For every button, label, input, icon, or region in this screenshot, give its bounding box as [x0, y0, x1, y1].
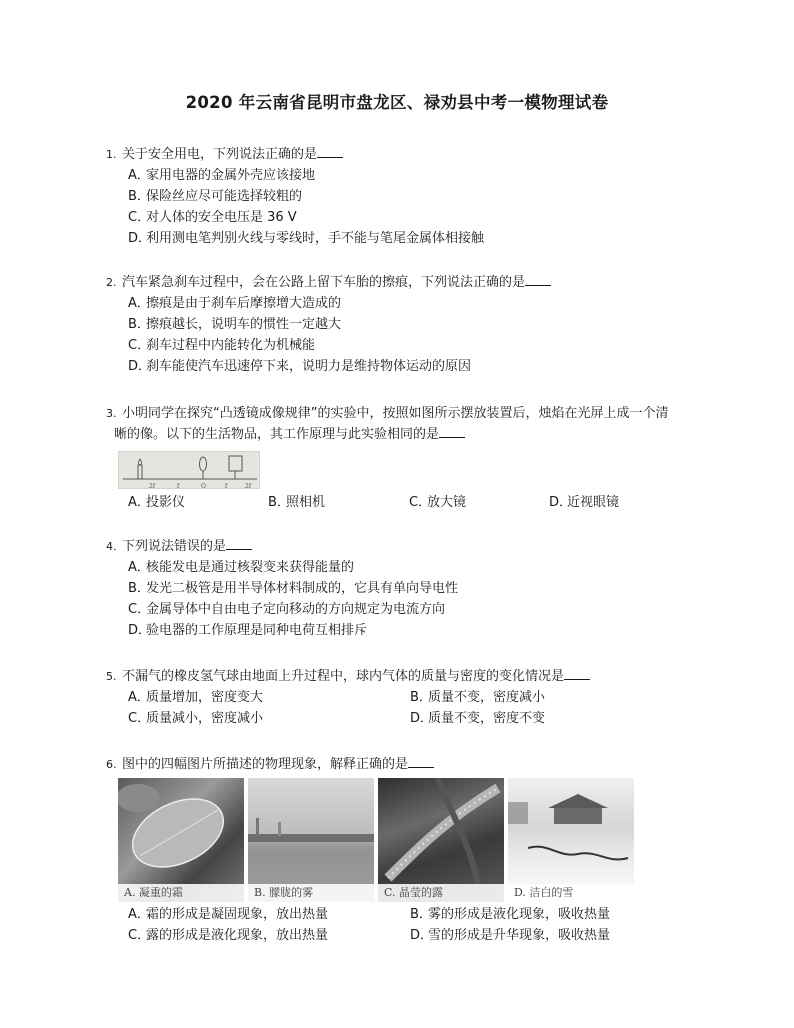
option-d[interactable] — [106, 228, 706, 249]
option-text: 近视眼镜 — [567, 495, 620, 510]
question-number: 5. — [106, 670, 117, 683]
dew-photo — [378, 778, 504, 902]
question-1 — [106, 144, 706, 249]
answer-blank[interactable] — [408, 756, 434, 768]
option-letter: D． — [128, 231, 152, 246]
option-b[interactable] — [410, 904, 610, 925]
option-text: 刹车能使汽车迅速停下来，说明力是维持物体运动的原因 — [146, 359, 472, 374]
option-letter: A． — [128, 907, 150, 922]
option-c[interactable] — [128, 708, 410, 729]
option-c[interactable] — [106, 599, 706, 620]
question-number: 2. — [106, 276, 117, 289]
option-text: 照相机 — [286, 495, 326, 510]
question-2 — [106, 272, 706, 377]
phenomena-photo-strip — [118, 778, 634, 902]
question-stem — [106, 272, 706, 293]
option-text: 擦痕是由于刹车后摩擦增大造成的 — [146, 296, 342, 311]
photo-caption: D. 洁白的雪 — [508, 884, 634, 902]
tick-label-origin: O — [201, 483, 206, 490]
photo-caption: B. 朦胧的雾 — [248, 884, 374, 902]
option-a[interactable] — [106, 293, 706, 314]
option-text: 霜的形成是凝固现象，放出热量 — [146, 907, 329, 922]
option-c[interactable] — [106, 207, 706, 228]
question-3-options — [106, 492, 706, 513]
page-title: 2020 年云南省昆明市盘龙区、禄劝县中考一模物理试卷 — [185, 93, 609, 112]
option-letter: A． — [128, 560, 150, 575]
option-text: 露的形成是液化现象，放出热量 — [146, 928, 329, 943]
option-letter: B． — [128, 581, 150, 596]
question-number: 4. — [106, 540, 117, 553]
option-a[interactable] — [106, 165, 706, 186]
snow-photo — [508, 778, 634, 902]
optical-bench-diagram — [119, 452, 261, 490]
option-text: 对人体的安全电压是 36 V — [146, 210, 297, 225]
frost-leaf-image — [118, 778, 244, 884]
option-letter: B． — [268, 495, 290, 510]
question-6 — [106, 754, 706, 775]
photo-caption: A. 凝重的霜 — [118, 884, 244, 902]
question-6-options — [106, 904, 706, 946]
fog-landscape-image — [248, 778, 374, 884]
question-text: 下列说法错误的是 — [122, 539, 227, 554]
question-stem — [106, 144, 706, 165]
option-letter: C． — [128, 928, 151, 943]
option-text: 雪的形成是升华现象，吸收热量 — [428, 928, 611, 943]
question-text-line-2: 晰的像。以下的生活物品，其工作原理与此实验相同的是 — [114, 427, 440, 442]
option-letter: C． — [128, 711, 151, 726]
option-b[interactable] — [106, 314, 706, 335]
option-text: 验电器的工作原理是同种电荷互相排斥 — [146, 623, 368, 638]
answer-blank[interactable] — [564, 668, 590, 680]
question-4 — [106, 536, 706, 641]
option-a[interactable] — [128, 904, 410, 925]
option-letter: D． — [410, 711, 434, 726]
option-text: 利用测电笔判别火线与零线时，手不能与笔尾金属体相接触 — [146, 231, 485, 246]
question-stem — [106, 536, 706, 557]
frost-photo — [118, 778, 244, 902]
option-letter: D． — [128, 623, 152, 638]
convex-lens-icon — [200, 457, 207, 471]
tick-label-2f-left: 2f — [149, 483, 156, 490]
answer-blank[interactable] — [439, 426, 465, 438]
option-b[interactable] — [268, 492, 409, 513]
photo-caption: C. 晶莹的露 — [378, 884, 504, 902]
answer-blank[interactable] — [525, 274, 551, 286]
answer-blank[interactable] — [226, 538, 252, 550]
option-text: 发光二极管是用半导体材料制成的，它具有单向导电性 — [146, 581, 459, 596]
fog-photo — [248, 778, 374, 902]
option-text: 质量不变，密度减小 — [428, 690, 546, 705]
option-d[interactable] — [106, 620, 706, 641]
option-text: 质量减小，密度减小 — [146, 711, 264, 726]
tick-label-f-right: f — [225, 483, 228, 490]
option-c[interactable] — [128, 925, 410, 946]
question-number: 6. — [106, 758, 117, 771]
question-text: 汽车紧急刹车过程中，会在公路上留下车胎的擦痕，下列说法正确的是 — [122, 275, 526, 290]
option-letter: A． — [128, 296, 150, 311]
option-text: 家用电器的金属外壳应该接地 — [146, 168, 316, 183]
option-text: 刹车过程中内能转化为机械能 — [146, 338, 316, 353]
option-d[interactable] — [410, 925, 610, 946]
option-a[interactable] — [128, 687, 410, 708]
option-letter: D． — [549, 495, 573, 510]
question-text-line-1: 小明同学在探究“凸透镜成像规律”的实验中，按照如图所示摆放装置后，烛焰在光屏上成一个清 — [122, 406, 669, 421]
question-number: 3. — [106, 407, 117, 420]
option-letter: B． — [128, 317, 150, 332]
option-text: 保险丝应尽可能选择较粗的 — [146, 189, 303, 204]
option-letter: A． — [128, 168, 150, 183]
question-number: 1. — [106, 148, 117, 161]
option-letter: B． — [410, 690, 432, 705]
question-5 — [106, 666, 706, 729]
question-text: 关于安全用电，下列说法正确的是 — [122, 147, 318, 162]
option-row — [106, 492, 706, 513]
option-letter: C． — [128, 210, 151, 225]
option-letter: B． — [410, 907, 432, 922]
answer-blank[interactable] — [317, 146, 343, 158]
question-stem — [106, 754, 706, 775]
option-letter: A． — [128, 690, 150, 705]
candle-icon — [138, 465, 142, 479]
option-a[interactable] — [128, 492, 268, 513]
option-letter: C． — [128, 602, 151, 617]
option-text: 质量增加，密度变大 — [146, 690, 264, 705]
option-c[interactable] — [106, 335, 706, 356]
option-d[interactable] — [549, 492, 669, 513]
option-b[interactable] — [410, 687, 545, 708]
option-row — [106, 708, 706, 729]
option-c[interactable] — [409, 492, 549, 513]
flame-icon — [139, 459, 142, 465]
dew-grass-image — [378, 778, 504, 884]
option-letter: C． — [409, 495, 432, 510]
question-stem — [106, 666, 706, 687]
question-text: 图中的四幅图片所描述的物理现象，解释正确的是 — [122, 757, 409, 772]
option-text: 核能发电是通过核裂变来获得能量的 — [146, 560, 355, 575]
snow-cabin-image — [508, 778, 634, 884]
tick-label-2f-right: 2f — [245, 483, 252, 490]
option-d[interactable] — [106, 356, 706, 377]
option-b[interactable] — [106, 186, 706, 207]
tick-label-f-left: f — [177, 483, 180, 490]
option-d[interactable] — [410, 708, 545, 729]
option-a[interactable] — [106, 557, 706, 578]
option-row — [106, 687, 706, 708]
option-letter: B． — [128, 189, 150, 204]
option-row — [106, 925, 706, 946]
option-letter: D． — [410, 928, 434, 943]
option-letter: A． — [128, 495, 150, 510]
option-row — [106, 904, 706, 925]
option-text: 质量不变，密度不变 — [428, 711, 546, 726]
question-3 — [106, 403, 716, 445]
option-text: 放大镜 — [427, 495, 467, 510]
option-b[interactable] — [106, 578, 706, 599]
light-screen-icon — [229, 456, 242, 471]
option-letter: C． — [128, 338, 151, 353]
question-text: 不漏气的橡皮氢气球由地面上升过程中，球内气体的质量与密度的变化情况是 — [122, 669, 565, 684]
option-text: 雾的形成是液化现象，吸收热量 — [428, 907, 611, 922]
option-text: 金属导体中自由电子定向移动的方向规定为电流方向 — [146, 602, 446, 617]
option-letter: D． — [128, 359, 152, 374]
question-stem — [106, 403, 716, 424]
lens-experiment-figure — [118, 451, 260, 489]
question-stem-continued — [106, 424, 716, 445]
option-text: 投影仪 — [146, 495, 186, 510]
option-text: 擦痕越长，说明车的惯性一定越大 — [146, 317, 342, 332]
